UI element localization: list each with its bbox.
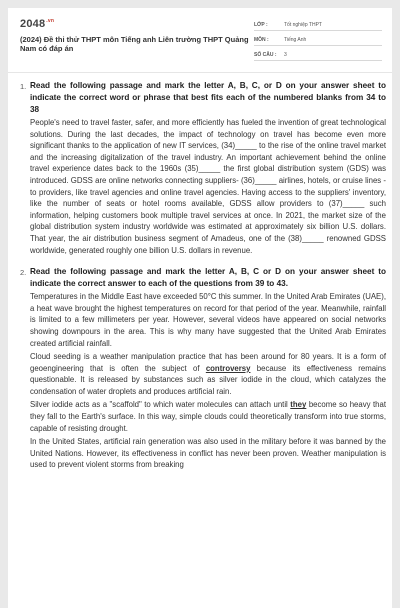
highlighted-word: they — [290, 400, 307, 410]
question-heading: Read the following passage and mark the letter A, B, C, or D on your answer sheet to indicate the correct word or phrase that best fits each of the numbered blanks from 34 to 38 — [30, 81, 386, 114]
question-passage — [30, 399, 386, 434]
site-logo[interactable] — [20, 18, 54, 30]
meta-row-subject — [254, 33, 382, 46]
highlighted-word: controversy — [205, 363, 251, 373]
passage-text: because its effectiveness remains questionable. It is released by substances such as silver iodide in the cloud, which catalyzes the condensation of water droplets and produces artificial rain. — [30, 363, 387, 396]
document-header — [8, 8, 392, 70]
passage-text: Cloud seeding is a weather manipulation practice that has been around for 80 years. It is a form of geoengineering that is often the subject of — [30, 352, 386, 373]
question-number: 1. — [20, 82, 27, 91]
document-meta — [254, 18, 382, 63]
meta-row-question-count — [254, 48, 382, 61]
logo-text: 2048 — [20, 18, 46, 30]
meta-key: SỐ CÂU : — [254, 52, 277, 58]
question-passage — [30, 351, 386, 397]
header-divider — [8, 72, 392, 73]
question-number: 2. — [20, 268, 27, 278]
question-heading: Read the following passage and mark the letter A, B, C or D on your answer sheet to indicate the correct answer to each of the questions from 39 to 43. — [30, 267, 386, 289]
question-passage: Temperatures in the Middle East have exceeded 50°C this summer. In the United Arab Emirates (UAE), a heat wave brought the highest temperatures on record for that period of the year. Meanwhile, rainfall is limited to a few millimeters per year. However, several videos have appeared on social networks showing downpours in the area. This is why many have suggested that the United Arab Emirates created artificial rainfall. — [30, 292, 386, 348]
questions-list — [8, 80, 392, 473]
question-item — [8, 80, 392, 256]
document-page — [8, 8, 392, 608]
meta-key: MÔN : — [254, 37, 269, 43]
passage-text: become so heavy that they fall to the Earth's surface. In this way, simple clouds could theoretically transform into true storms, capable of resisting drought. — [30, 400, 387, 433]
passage-text: Silver iodide acts as a "scaffold" to which water molecules can attach until — [30, 400, 288, 410]
meta-value: Tốt nghiệp THPT — [284, 22, 322, 28]
question-passage: People's need to travel faster, safer, and more efficiently has fueled the invention of great technological solutions. During the last decades, the impact of technology on travel has become even more significant thanks to the application of new IT services, (34)_____ to the rise of the online travel market and the increasing digitalization of the travel industry. An important achievement behind the online travel experience dates back to the 1960s (35)_____ the first global distribution system (GDS) was introduced. GDSS are online networks connecting suppliers- (36)_____ airlines, hotels, or cruise lines - to providers, like travel agencies and online travel agencies. Having access to the suppliers' inventory, like the number of seats or hotel rooms available, GDSS allow providers to (37)_____ such information, helping customers book multiple travel services at once. In 2021, the market size of the global distribution system industry worldwide was estimated at approximately six billion U.S. dollars. That year, the air distribution business segment of Amadeus, one of the (38)_____ renowned GDSS worldwide, generated roughly one billion U.S. dollars in revenue. — [30, 118, 386, 255]
question-item — [8, 266, 392, 471]
meta-value: Tiếng Anh — [284, 37, 307, 43]
meta-key: LỚP : — [254, 22, 268, 28]
meta-row-class — [254, 18, 382, 31]
document-title: (2024) Đề thi thử THPT môn Tiếng anh Liên trường THPT Quảng Nam có đáp án — [20, 35, 249, 53]
logo-suffix: .vn — [46, 18, 55, 25]
meta-value: 3 — [284, 52, 287, 58]
question-passage: In the United States, artificial rain generation was also used in the military before it was banned by the United Nations. However, its effectiveness in conflict has never been proven. Weather manipulation is used to prevent violent storms from breaking — [30, 437, 386, 470]
